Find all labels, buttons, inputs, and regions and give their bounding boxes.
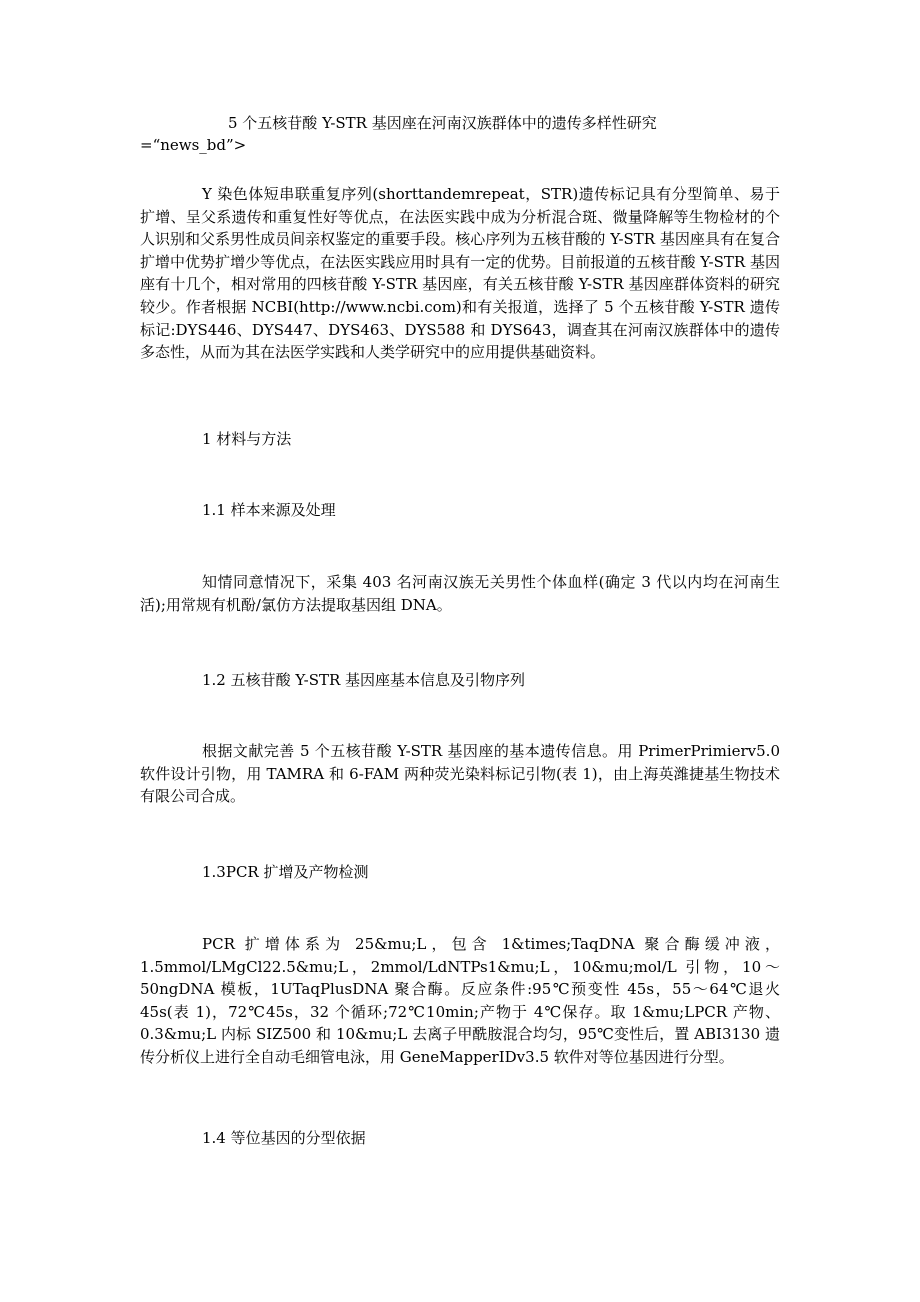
- section-heading-1-3: 1.3PCR 扩增及产物检测: [202, 863, 369, 881]
- paragraph-1-1: 知情同意情况下，采集 403 名河南汉族无关男性个体血样(确定 3 代以内均在河南生活);用常规有机酚/氯仿方法提取基因组 DNA。: [140, 573, 780, 614]
- section-heading-1-4: 1.4 等位基因的分型依据: [202, 1129, 366, 1147]
- paragraph-1-3: PCR 扩增体系为 25&mu;L，包含 1&times;TaqDNA 聚合酶缓冲液，1.5mmol/LMgCl22.5&mu;L，2mmol/LdNTPs1&mu;L，10&mu;mol/L 引物，10～50ngDNA 模板，1UTaqPlusDNA 聚合酶。反应条件:95℃预变性 45s，55～64℃退火 45s(表 1)，72℃45s，32 个循环;72℃10min;产物于 4℃保存。取 1&mu;LPCR 产物、0.3&mu;L 内标 SIZ500 和 10&mu;L 去离子甲酰胺混合均匀，95℃变性后，置 ABI3130 遗传分析仪上进行全自动毛细管电泳，用 GeneMapperIDv3.5 软件对等位基因进行分型。: [140, 935, 780, 1066]
- section-heading-1: 1 材料与方法: [202, 430, 292, 448]
- intro-paragraph: Y 染色体短串联重复序列(shorttandemrepeat，STR)遗传标记具有分型简单、易于扩增、呈父系遗传和重复性好等优点，在法医实践中成为分析混合斑、微量降解等生物检材的个人识别和父系男性成员间亲权鉴定的重要手段。核心序列为五核苷酸的 Y-STR 基因座具有在复合扩增中优势扩增少等优点，在法医实践应用时具有一定的优势。目前报道的五核苷酸 Y-STR 基因座有十几个，相对常用的四核苷酸 Y-STR 基因座，有关五核苷酸 Y-STR 基因座群体资料的研究较少。作者根据 NCBI(http://www.ncbi.com)和有关报道，选择了 5 个五核苷酸 Y-STR 遗传标记:DYS446、DYS447、DYS463、DYS588 和 DYS643，调查其在河南汉族群体中的遗传多态性，从而为其在法医学实践和人类学研究中的应用提供基础资料。: [140, 185, 780, 362]
- paragraph-1-2: 根据文献完善 5 个五核苷酸 Y-STR 基因座的基本遗传信息。用 PrimerPrimierv5.0 软件设计引物，用 TAMRA 和 6-FAM 两种荧光染料标记引物(表 1)，由上海英潍捷基生物技术有限公司合成。: [140, 742, 780, 806]
- section-heading-1-2: 1.2 五核苷酸 Y-STR 基因座基本信息及引物序列: [202, 671, 526, 689]
- document-title: 5 个五核苷酸 Y-STR 基因座在河南汉族群体中的遗传多样性研究: [228, 114, 657, 132]
- section-heading-1-1: 1.1 样本来源及处理: [202, 501, 336, 519]
- document-subtitle: =“news_bd”>: [140, 136, 247, 154]
